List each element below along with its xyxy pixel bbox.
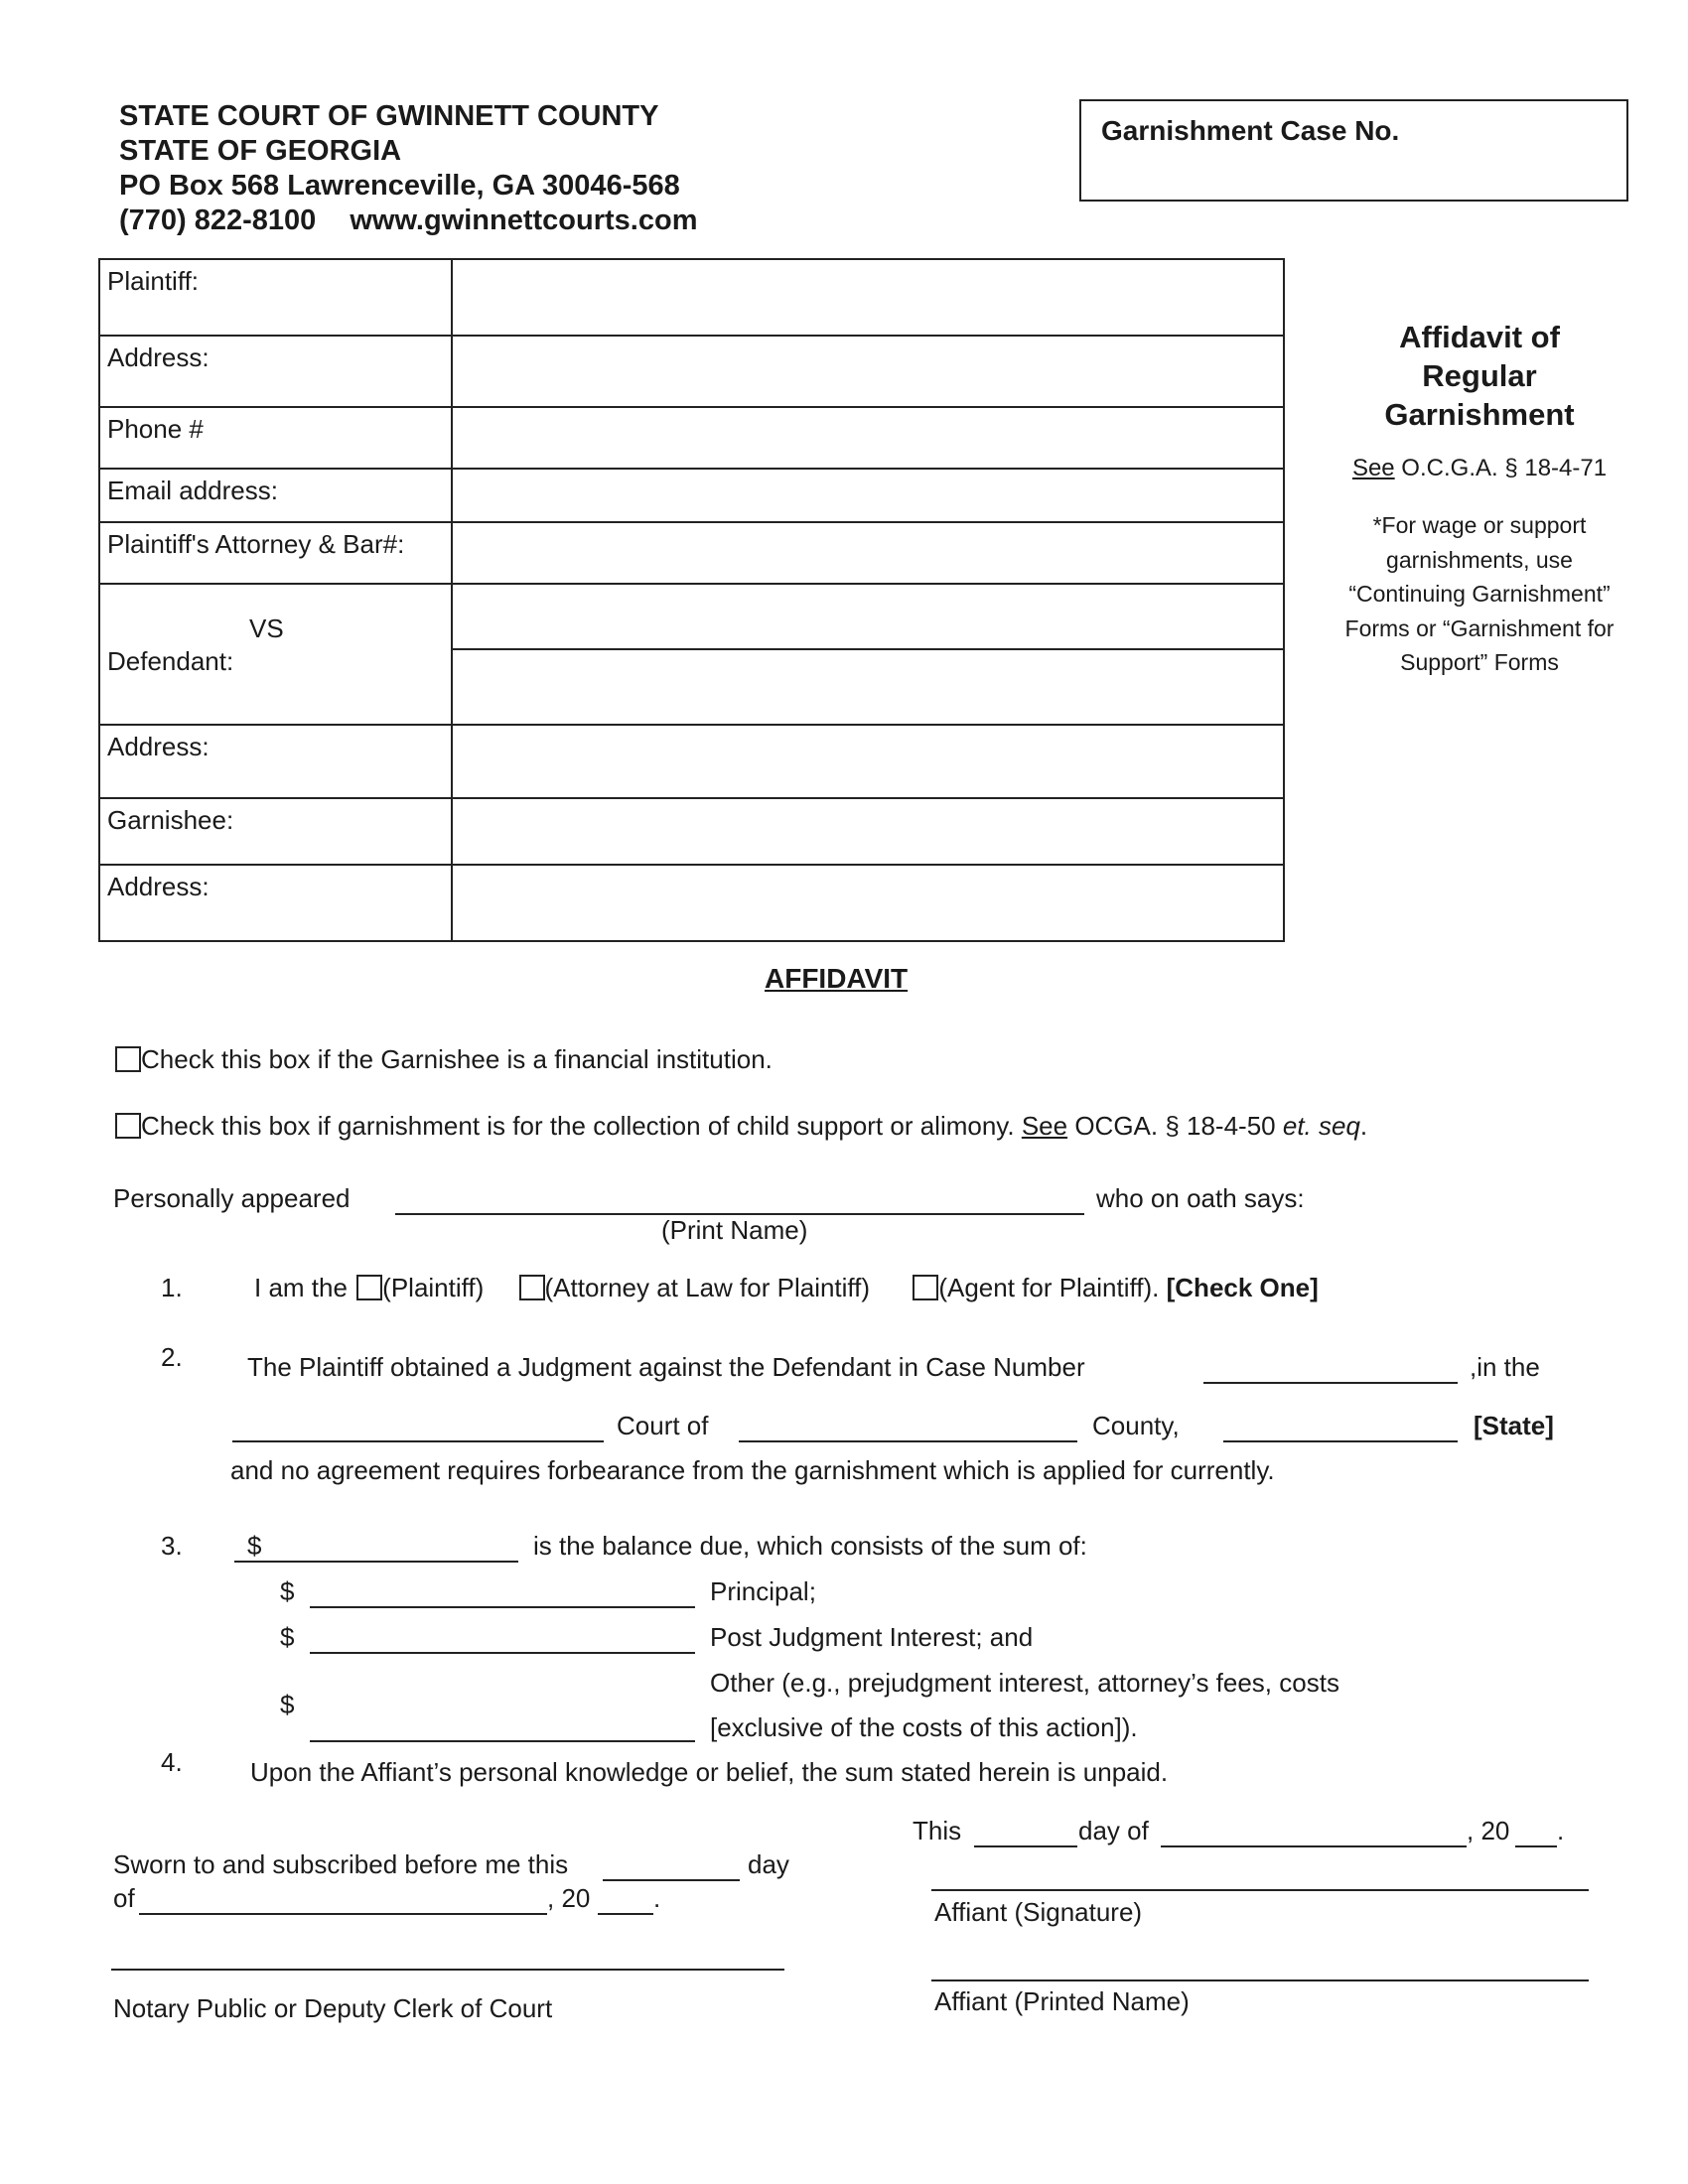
vs-area xyxy=(100,585,451,646)
party-table xyxy=(98,258,1285,942)
state-name: STATE OF GEORGIA xyxy=(119,135,402,167)
in-the-label: ,in the xyxy=(1470,1352,1540,1382)
plaintiff-address-label: Address: xyxy=(99,336,452,407)
court-address: PO Box 568 Lawrenceville, GA 30046-568 xyxy=(119,170,680,202)
affiant-signature-line[interactable] xyxy=(931,1889,1589,1891)
item-1-number: 1. xyxy=(161,1273,183,1302)
court-of-label: Court of xyxy=(617,1411,709,1440)
other-label-1: Other (e.g., prejudgment interest, attorney’s fees, costs xyxy=(710,1668,1339,1698)
wage-support-note: *For wage or support garnishments, use “Continuing Garnishment” Forms or “Garnishment for Support” Forms xyxy=(1344,512,1615,675)
state-line[interactable] xyxy=(1223,1440,1458,1442)
defendant-field-cell xyxy=(452,584,1284,725)
court-phone: (770) 822-8100 xyxy=(119,205,317,236)
personally-appeared-label: Personally appeared xyxy=(113,1183,351,1213)
plaintiff-label: Plaintiff: xyxy=(99,259,452,336)
affiant-month-line[interactable] xyxy=(1161,1845,1467,1847)
balance-due-line[interactable] xyxy=(234,1561,518,1563)
defendant-label: Defendant: xyxy=(107,646,234,676)
affidavit-heading: AFFIDAVIT xyxy=(765,963,909,994)
item-3-number: 3. xyxy=(161,1531,183,1561)
this-label: This xyxy=(913,1816,962,1845)
notary-period: . xyxy=(653,1883,661,1913)
state-label: [State] xyxy=(1474,1411,1554,1440)
principal-label: Principal; xyxy=(710,1576,816,1606)
court-name: STATE COURT OF GWINNETT COUNTY xyxy=(119,100,659,132)
sworn-label: Sworn to and subscribed before me this xyxy=(113,1849,569,1879)
notary-month-line[interactable] xyxy=(139,1913,547,1915)
item-2-number: 2. xyxy=(161,1342,183,1372)
notary-day-line[interactable] xyxy=(603,1879,740,1881)
principal-dollar: $ xyxy=(280,1576,295,1606)
other-dollar: $ xyxy=(280,1690,295,1719)
affiant-year-line[interactable] xyxy=(1515,1845,1557,1847)
item-2-tail: and no agreement requires forbearance from the garnishment which is applied for currently. xyxy=(230,1455,1275,1485)
email-label: Email address: xyxy=(99,469,452,522)
notary-year-line[interactable] xyxy=(598,1913,653,1915)
form-title: Affidavit of Regular Garnishment xyxy=(1384,320,1575,432)
who-on-oath-label: who on oath says: xyxy=(1096,1183,1305,1213)
affiant-signature-label: Affiant (Signature) xyxy=(934,1897,1143,1927)
financial-institution-checkbox[interactable] xyxy=(115,1046,141,1072)
print-name-caption: (Print Name) xyxy=(661,1215,808,1245)
garnishee-label: Garnishee: xyxy=(99,798,452,865)
plaintiff-checkbox[interactable] xyxy=(356,1275,382,1300)
post-judgment-dollar: $ xyxy=(280,1622,295,1652)
affiant-printed-name-label: Affiant (Printed Name) xyxy=(934,1986,1190,2016)
check-one-label: [Check One] xyxy=(1166,1273,1319,1302)
phone-label: Phone # xyxy=(99,407,452,469)
child-support-checkbox[interactable] xyxy=(115,1113,141,1139)
notary-label: Notary Public or Deputy Clerk of Court xyxy=(113,1993,553,2023)
principal-line[interactable] xyxy=(310,1606,695,1608)
balance-dollar: $ xyxy=(247,1531,262,1561)
item-1-row: I am the (Plaintiff) (Attorney at Law for Plaintiff) (Agent for Plaintiff). [Check One] xyxy=(254,1273,1319,1302)
county-label: County, xyxy=(1092,1411,1180,1440)
vs-label: VS xyxy=(249,614,284,643)
garnishee-field[interactable] xyxy=(452,798,1284,865)
period-label: . xyxy=(1557,1816,1565,1845)
post-judgment-label: Post Judgment Interest; and xyxy=(710,1622,1034,1652)
defendant-address-label: Address: xyxy=(99,725,452,798)
affiant-day-line[interactable] xyxy=(974,1845,1077,1847)
notary-of-label: of xyxy=(113,1883,135,1913)
child-support-row: Check this box if garnishment is for the collection of child support or alimony. See OCGA. § 18-4-50 et. seq. xyxy=(115,1111,1367,1142)
defendant-field[interactable] xyxy=(453,650,1283,724)
affiant-printed-name-line[interactable] xyxy=(931,1979,1589,1981)
post-judgment-line[interactable] xyxy=(310,1652,695,1654)
court-type-line[interactable] xyxy=(232,1440,604,1442)
case-number-label: Garnishment Case No. xyxy=(1101,115,1400,146)
notary-signature-line[interactable] xyxy=(111,1969,784,1971)
phone-field[interactable] xyxy=(452,407,1284,469)
email-field[interactable] xyxy=(452,469,1284,522)
attorney-label: Plaintiff's Attorney & Bar#: xyxy=(99,522,452,584)
attorney-checkbox[interactable] xyxy=(519,1275,545,1300)
attorney-field[interactable] xyxy=(452,522,1284,584)
garnishee-address-label: Address: xyxy=(99,865,452,941)
other-label-2: [exclusive of the costs of this action]). xyxy=(710,1712,1138,1742)
statute-citation: See O.C.G.A. § 18-4-71 xyxy=(1351,455,1608,481)
plaintiff-address-field[interactable] xyxy=(452,336,1284,407)
other-line[interactable] xyxy=(310,1740,695,1742)
vs-field[interactable] xyxy=(453,585,1283,650)
item-2-text: The Plaintiff obtained a Judgment against the Defendant in Case Number xyxy=(247,1352,1085,1382)
vs-defendant-cell xyxy=(99,584,452,725)
item-4-number: 4. xyxy=(161,1747,183,1777)
notary-year-prefix: , 20 xyxy=(547,1883,591,1913)
county-line[interactable] xyxy=(739,1440,1077,1442)
court-website[interactable]: www.gwinnettcourts.com xyxy=(350,205,698,236)
financial-institution-row xyxy=(115,1044,773,1075)
notary-day-label: day xyxy=(748,1849,789,1879)
garnishee-address-field[interactable] xyxy=(452,865,1284,941)
defendant-address-field[interactable] xyxy=(452,725,1284,798)
balance-due-label: is the balance due, which consists of the sum of: xyxy=(533,1531,1087,1561)
day-of-label: day of xyxy=(1078,1816,1149,1845)
case-number-line[interactable] xyxy=(1203,1382,1458,1384)
financial-institution-label: Check this box if the Garnishee is a financial institution. xyxy=(141,1044,773,1074)
item-4-text: Upon the Affiant’s personal knowledge or belief, the sum stated herein is unpaid. xyxy=(250,1757,1169,1787)
court-contact xyxy=(119,204,698,238)
year-prefix-label: , 20 xyxy=(1467,1816,1510,1845)
agent-checkbox[interactable] xyxy=(913,1275,938,1300)
plaintiff-field[interactable] xyxy=(452,259,1284,336)
case-number-box[interactable] xyxy=(1079,99,1628,202)
